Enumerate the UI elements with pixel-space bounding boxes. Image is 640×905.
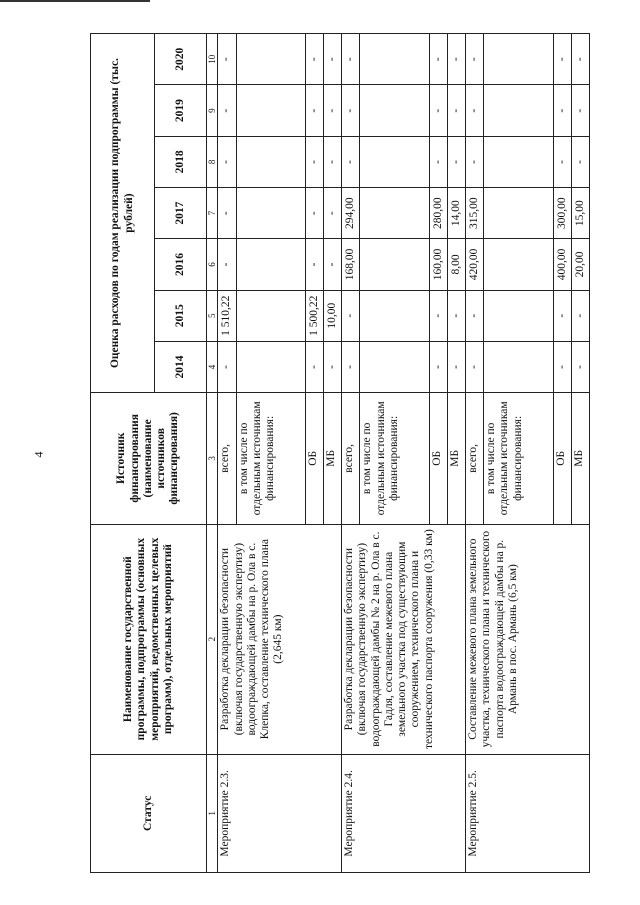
amount-cell	[360, 34, 429, 86]
table-body	[218, 34, 590, 873]
amount-cell	[360, 290, 429, 341]
amount-cell: -	[342, 85, 360, 136]
amount-cell: -	[553, 341, 571, 392]
amount-cell: -	[324, 188, 342, 239]
amount-cell: -	[218, 34, 236, 86]
amount-cell	[484, 34, 553, 86]
amount-cell: -	[305, 136, 323, 187]
amount-cell: -	[429, 136, 447, 187]
amount-cell: -	[218, 85, 236, 136]
column-number: 10	[207, 34, 218, 86]
column-number-row	[207, 34, 218, 873]
amount-cell: 168,00	[342, 239, 360, 290]
amount-cell	[236, 188, 305, 239]
amount-cell: -	[466, 136, 484, 187]
amount-cell: -	[466, 85, 484, 136]
amount-cell: 10,00	[324, 290, 342, 341]
amount-cell: -	[342, 34, 360, 86]
amount-cell: -	[571, 85, 589, 136]
source-cell: в том числе по отдельным источникам финансирования:	[236, 393, 305, 524]
status-cell: Мероприятие 2.3.	[218, 754, 342, 872]
amount-cell: -	[305, 188, 323, 239]
amount-cell	[360, 85, 429, 136]
table-header	[91, 34, 218, 873]
column-number: 2	[207, 524, 218, 754]
amount-cell: -	[553, 290, 571, 341]
source-cell: ОБ	[305, 393, 323, 524]
amount-cell	[360, 188, 429, 239]
source-cell: ОБ	[429, 393, 447, 524]
amount-cell: -	[553, 34, 571, 86]
amount-cell: -	[466, 290, 484, 341]
amount-cell: 280,00	[429, 188, 447, 239]
amount-cell: -	[553, 136, 571, 187]
amount-cell	[236, 85, 305, 136]
header-name: Наименование государственной программы, подпрограммы (основных мероприятий, ведомственных целевых программ), отдельных мероприятий	[91, 524, 207, 754]
column-number: 1	[207, 754, 218, 872]
amount-cell	[360, 341, 429, 392]
table-row	[342, 34, 360, 873]
amount-cell: -	[342, 341, 360, 392]
amount-cell: -	[429, 34, 447, 86]
source-cell: МБ	[571, 393, 589, 524]
amount-cell: 315,00	[466, 188, 484, 239]
table-row	[218, 34, 236, 873]
amount-cell: -	[324, 85, 342, 136]
amount-cell: -	[571, 34, 589, 86]
amount-cell	[484, 239, 553, 290]
amount-cell: -	[429, 85, 447, 136]
amount-cell	[360, 239, 429, 290]
amount-cell: -	[324, 341, 342, 392]
expenditure-table	[90, 33, 590, 873]
amount-cell: -	[571, 341, 589, 392]
status-cell: Мероприятие 2.5.	[466, 754, 590, 872]
header-source: Источник финансирования (наименование источников финансирования)	[91, 393, 207, 524]
column-number: 9	[207, 85, 218, 136]
amount-cell: 400,00	[553, 239, 571, 290]
column-number: 8	[207, 136, 218, 187]
amount-cell	[236, 290, 305, 341]
status-cell: Мероприятие 2.4.	[342, 754, 466, 872]
table-row	[466, 34, 484, 873]
amount-cell: -	[429, 341, 447, 392]
amount-cell	[484, 290, 553, 341]
source-cell: МБ	[447, 393, 465, 524]
amount-cell: -	[447, 34, 465, 86]
amount-cell: -	[218, 341, 236, 392]
column-number: 3	[207, 393, 218, 524]
amount-cell: 160,00	[429, 239, 447, 290]
amount-cell: -	[571, 136, 589, 187]
amount-cell: -	[305, 341, 323, 392]
column-number: 7	[207, 188, 218, 239]
header-year: 2018	[155, 136, 207, 187]
amount-cell: 8,00	[447, 239, 465, 290]
amount-cell	[484, 341, 553, 392]
amount-cell	[484, 136, 553, 187]
column-number: 5	[207, 290, 218, 341]
amount-cell: 14,00	[447, 188, 465, 239]
amount-cell: 15,00	[571, 188, 589, 239]
header-estimate: Оценка расходов по годам реализации подпрограммы (тыс. рублей)	[91, 34, 155, 393]
source-cell: МБ	[324, 393, 342, 524]
rotated-table-wrapper	[90, 33, 590, 873]
top-rule	[0, 0, 150, 2]
amount-cell: -	[305, 34, 323, 86]
amount-cell: -	[218, 239, 236, 290]
header-year: 2015	[155, 290, 207, 341]
amount-cell: -	[466, 341, 484, 392]
activity-name-cell: Разработка декларации безопасности (включая государственную экспертизу) водоограждающей дамбы на р. Ола в с. Клепка, составление технического плана (2,645 км)	[218, 524, 342, 754]
amount-cell	[236, 34, 305, 86]
activity-name-cell: Составление межевого плана земельного участка, технического плана и технического паспорта водоограждающей дамбы на р. Армань в пос. Армань (6,5 км)	[466, 524, 590, 754]
amount-cell: 420,00	[466, 239, 484, 290]
header-status: Статус	[91, 754, 207, 872]
header-year: 2020	[155, 34, 207, 86]
amount-cell: 294,00	[342, 188, 360, 239]
activity-name-cell: Разработка декларации безопасности (включая государственную экспертизу) водоограждающей дамбы № 2 на р. Ола в с. Гадля, составление межевого плана земельного участка под существующим сооружением, технического плана и технического паспорта сооружения (0,33 км)	[342, 524, 466, 754]
amount-cell: -	[305, 85, 323, 136]
source-cell: в том числе по отдельным источникам финансирования:	[484, 393, 553, 524]
amount-cell: 1 500,22	[305, 290, 323, 341]
column-number: 6	[207, 239, 218, 290]
amount-cell: -	[553, 85, 571, 136]
amount-cell: -	[447, 136, 465, 187]
header-year: 2016	[155, 239, 207, 290]
amount-cell: -	[429, 290, 447, 341]
amount-cell: -	[342, 290, 360, 341]
amount-cell	[236, 136, 305, 187]
amount-cell: -	[218, 136, 236, 187]
amount-cell: -	[447, 341, 465, 392]
amount-cell: -	[571, 290, 589, 341]
amount-cell: -	[218, 188, 236, 239]
column-number: 4	[207, 341, 218, 392]
page-number: 4	[31, 451, 46, 458]
amount-cell: -	[466, 34, 484, 86]
amount-cell: 1 510,22	[218, 290, 236, 341]
amount-cell	[360, 136, 429, 187]
amount-cell: -	[305, 239, 323, 290]
header-year: 2019	[155, 85, 207, 136]
source-cell: всего,	[342, 393, 360, 524]
header-year: 2017	[155, 188, 207, 239]
amount-cell	[484, 188, 553, 239]
source-cell: всего,	[218, 393, 236, 524]
amount-cell: -	[342, 136, 360, 187]
header-year: 2014	[155, 341, 207, 392]
amount-cell: 20,00	[571, 239, 589, 290]
amount-cell	[236, 239, 305, 290]
amount-cell: -	[324, 136, 342, 187]
amount-cell: -	[447, 85, 465, 136]
amount-cell	[484, 85, 553, 136]
amount-cell	[236, 341, 305, 392]
source-cell: ОБ	[553, 393, 571, 524]
source-cell: в том числе по отдельным источникам финансирования:	[360, 393, 429, 524]
amount-cell: -	[324, 239, 342, 290]
amount-cell: 300,00	[553, 188, 571, 239]
amount-cell: -	[447, 290, 465, 341]
source-cell: всего,	[466, 393, 484, 524]
amount-cell: -	[324, 34, 342, 86]
